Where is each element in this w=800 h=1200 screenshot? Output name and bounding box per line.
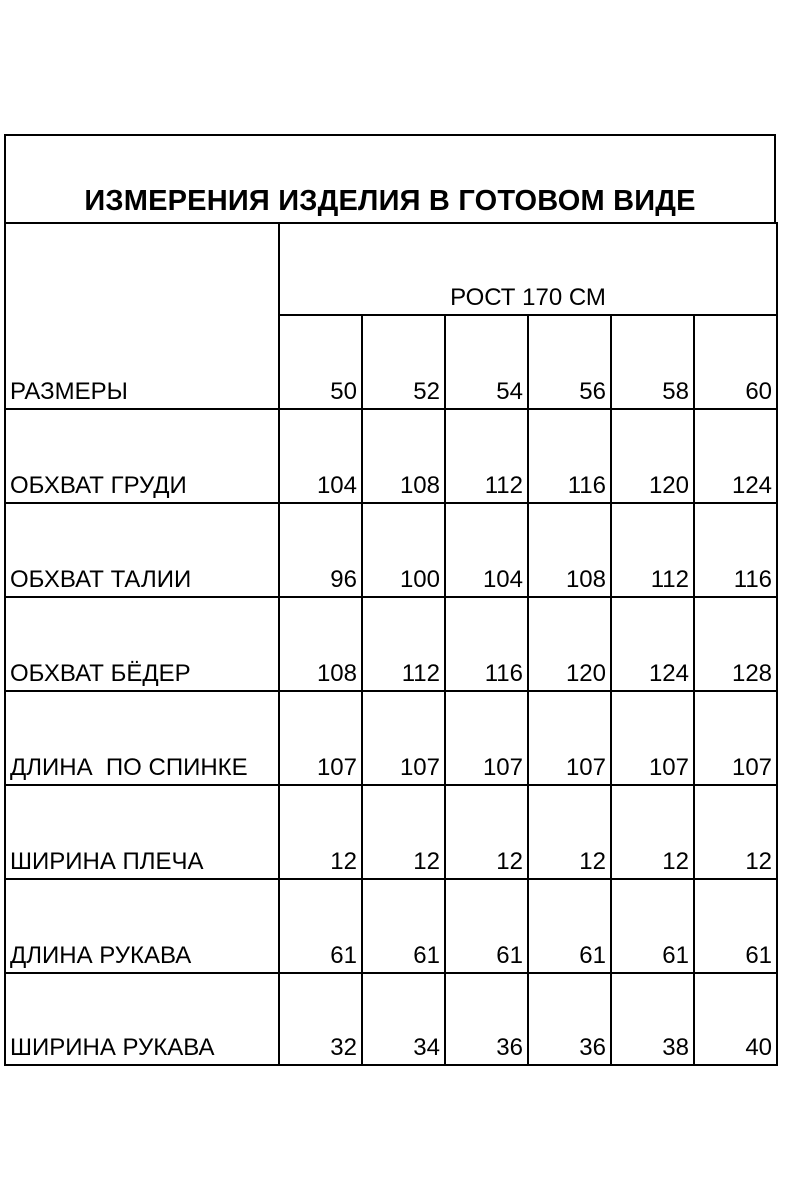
value-cell: 107	[528, 691, 611, 785]
value-cell: 108	[279, 597, 362, 691]
value-cell: 112	[445, 409, 528, 503]
value-cell: 12	[279, 785, 362, 879]
value-cell: 107	[611, 691, 694, 785]
row-label: ДЛИНА РУКАВА	[5, 879, 279, 973]
value-cell: 12	[445, 785, 528, 879]
value-cell: 112	[611, 503, 694, 597]
table-row	[5, 879, 777, 973]
value-cell: 61	[611, 879, 694, 973]
value-cell: 32	[279, 973, 362, 1065]
value-cell: 34	[362, 973, 445, 1065]
row-label: ШИРИНА ПЛЕЧА	[5, 785, 279, 879]
value-cell: 120	[611, 409, 694, 503]
table-row	[5, 973, 777, 1065]
value-cell: 112	[362, 597, 445, 691]
value-cell: 116	[528, 409, 611, 503]
row-label: ОБХВАТ ТАЛИИ	[5, 503, 279, 597]
value-cell: 61	[362, 879, 445, 973]
sizes-label-cell	[5, 223, 279, 409]
value-cell: 108	[362, 409, 445, 503]
value-cell: 38	[611, 973, 694, 1065]
title-cell	[4, 134, 776, 224]
row-label: ОБХВАТ ГРУДИ	[5, 409, 279, 503]
value-cell: 96	[279, 503, 362, 597]
table-row	[5, 597, 777, 691]
row-label: ШИРИНА РУКАВА	[5, 973, 279, 1065]
value-cell: 12	[611, 785, 694, 879]
chart-title: ИЗМЕРЕНИЯ ИЗДЕЛИЯ В ГОТОВОМ ВИДЕ	[84, 185, 696, 217]
row-label: ОБХВАТ БЁДЕР	[5, 597, 279, 691]
size-cell: 56	[528, 315, 611, 409]
value-cell: 40	[694, 973, 777, 1065]
size-chart	[4, 134, 776, 1066]
height-label-cell	[279, 223, 777, 315]
value-cell: 36	[445, 973, 528, 1065]
value-cell: 61	[528, 879, 611, 973]
value-cell: 124	[611, 597, 694, 691]
table-row	[5, 409, 777, 503]
value-cell: 107	[694, 691, 777, 785]
height-header-row	[5, 223, 777, 315]
value-cell: 124	[694, 409, 777, 503]
value-cell: 104	[445, 503, 528, 597]
value-cell: 116	[694, 503, 777, 597]
value-cell: 116	[445, 597, 528, 691]
value-cell: 61	[445, 879, 528, 973]
row-label: ДЛИНА ПО СПИНКЕ	[5, 691, 279, 785]
size-cell: 58	[611, 315, 694, 409]
sizes-label: РАЗМЕРЫ	[10, 378, 128, 405]
value-cell: 61	[694, 879, 777, 973]
value-cell: 128	[694, 597, 777, 691]
value-cell: 12	[528, 785, 611, 879]
height-label: РОСТ 170 СМ	[450, 284, 606, 311]
measurement-table	[4, 222, 778, 1066]
value-cell: 100	[362, 503, 445, 597]
value-cell: 36	[528, 973, 611, 1065]
size-cell: 50	[279, 315, 362, 409]
value-cell: 104	[279, 409, 362, 503]
table-row	[5, 691, 777, 785]
value-cell: 61	[279, 879, 362, 973]
value-cell: 107	[362, 691, 445, 785]
value-cell: 107	[445, 691, 528, 785]
value-cell: 107	[279, 691, 362, 785]
value-cell: 120	[528, 597, 611, 691]
size-cell: 60	[694, 315, 777, 409]
table-row	[5, 503, 777, 597]
size-cell: 52	[362, 315, 445, 409]
value-cell: 108	[528, 503, 611, 597]
value-cell: 12	[362, 785, 445, 879]
value-cell: 12	[694, 785, 777, 879]
table-row	[5, 785, 777, 879]
size-cell: 54	[445, 315, 528, 409]
